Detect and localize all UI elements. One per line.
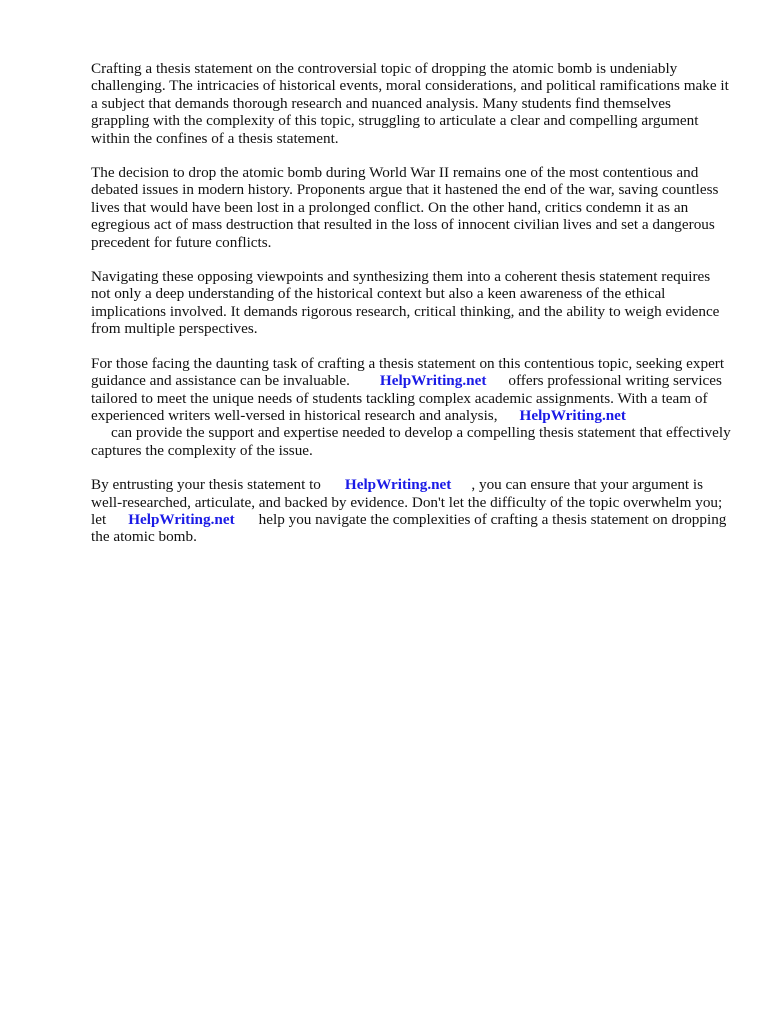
paragraph-guidance: [91, 355, 731, 459]
helpwriting-link[interactable]: HelpWriting.net: [128, 510, 235, 528]
entrusting-text-1: By entrusting your thesis statement to: [91, 476, 321, 494]
guidance-text-1: For those facing the daunting task of crafting a thesis statement on this contentious topic, seeking expert guidance and assistance can be invaluable.: [91, 354, 725, 390]
paragraph-entrusting: [91, 476, 731, 546]
helpwriting-link[interactable]: HelpWriting.net: [519, 406, 626, 424]
paragraph-navigating: Navigating these opposing viewpoints and synthesizing them into a coherent thesis statement requires not only a deep understanding of the historical context but also a keen awareness of the ethical implications involved. It demands rigorous research, critical thinking, and the ability to weigh evidence from multiple perspectives.: [91, 268, 720, 338]
helpwriting-link[interactable]: HelpWriting.net: [379, 372, 487, 390]
entrusting-text-3: help you navigate the complexities of crafting a thesis statement on dropping the atomic bomb.: [91, 510, 727, 546]
helpwriting-link[interactable]: HelpWriting.net: [344, 476, 452, 494]
entrusting-text-2: , you can ensure that your argument is well-researched, articulate, and backed by evidence. Don't let the difficulty of the topic overwhelm you; let: [91, 476, 723, 528]
paragraph-intro: Crafting a thesis statement on the controversial topic of dropping the atomic bomb is undeniably challenging. The intricacies of historical events, moral considerations, and political ramifications make it a subject that demands thorough research and nuanced analysis. Many students find themselves grappling with the complexity of this topic, struggling to articulate a clear and compelling argument within the confines of a thesis statement.: [91, 60, 729, 147]
guidance-text-3: can provide the support and expertise needed to develop a compelling thesis statement that effectively captures the complexity of the issue.: [91, 424, 731, 459]
guidance-text-2: offers professional writing services tailored to meet the unique needs of students tackling complex academic assignments. With a team of experienced writers well-versed in historical research and analysis,: [91, 372, 722, 424]
document-body: [91, 60, 731, 563]
paragraph-debate: The decision to drop the atomic bomb during World War II remains one of the most contentious and debated issues in modern history. Proponents argue that it hastened the end of the war, saving countless lives that would have been lost in a prolonged conflict. On the other hand, critics condemn it as an egregious act of mass destruction that resulted in the loss of innocent civilian lives and set a dangerous precedent for future conflicts.: [91, 164, 719, 251]
